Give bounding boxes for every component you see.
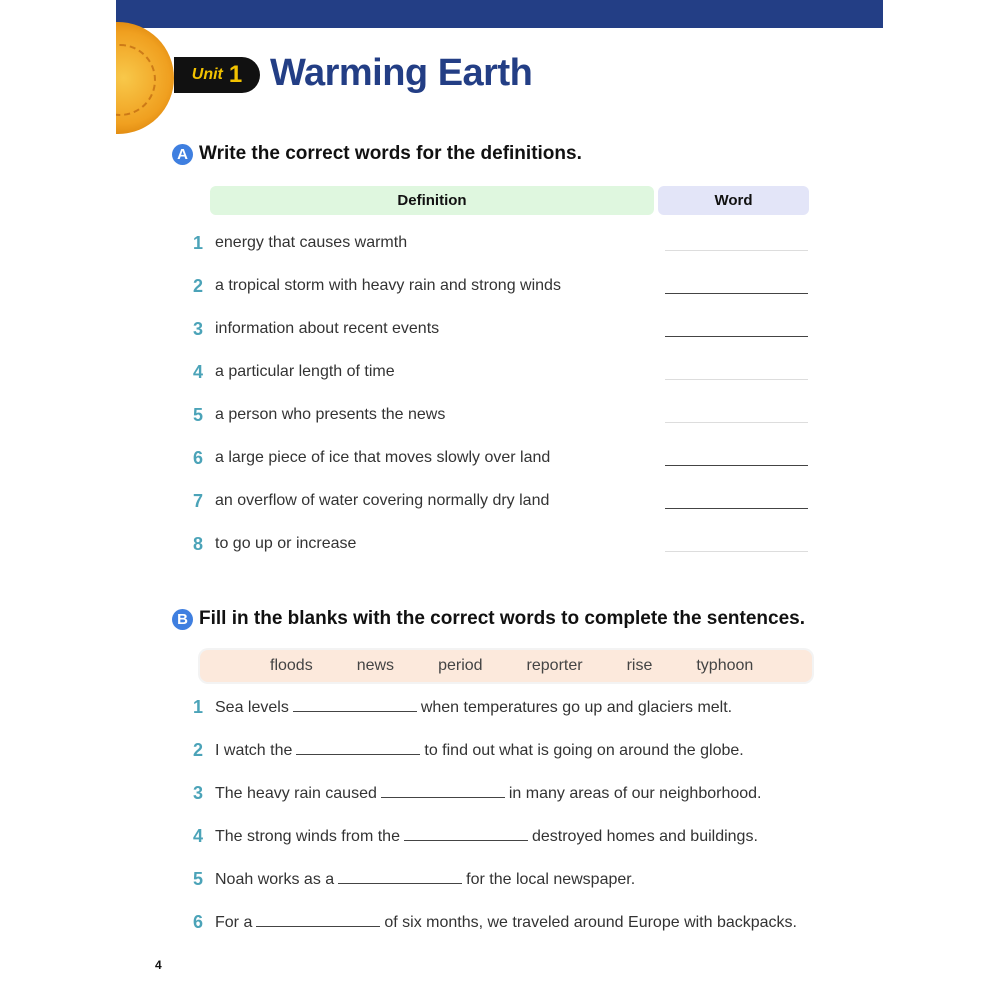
word-bank <box>200 650 812 682</box>
item-number: 3 <box>193 782 204 803</box>
word-bank-item: typhoon <box>696 657 754 674</box>
item-number: 4 <box>193 361 204 382</box>
definition-row <box>193 404 445 426</box>
definition-row <box>193 490 549 512</box>
item-number: 6 <box>193 911 204 932</box>
definition-text: information about recent events <box>215 320 440 337</box>
definition-row <box>193 318 439 340</box>
word-bank-item: rise <box>626 657 653 674</box>
answer-line[interactable] <box>665 250 808 251</box>
unit-label <box>174 57 260 93</box>
definition-row <box>193 361 395 383</box>
sentence-start: Sea levels <box>215 699 289 716</box>
fill-blank[interactable] <box>338 869 462 884</box>
sentence-row <box>193 868 635 890</box>
top-banner <box>116 0 883 28</box>
sentence-end: destroyed homes and buildings. <box>531 828 758 845</box>
item-number: 6 <box>193 447 204 468</box>
sentence-start: For a <box>215 914 253 931</box>
fill-blank[interactable] <box>381 783 505 798</box>
word-column-header: Word <box>658 186 809 215</box>
unit-word: Unit <box>191 66 223 83</box>
definition-row <box>193 533 356 555</box>
answer-line[interactable] <box>665 293 808 294</box>
answer-line[interactable] <box>665 465 808 466</box>
section-a-letter: A <box>172 144 193 165</box>
sentence-end: for the local newspaper. <box>466 871 636 888</box>
fill-blank[interactable] <box>293 697 417 712</box>
fill-blank[interactable] <box>256 912 380 927</box>
item-number: 3 <box>193 318 204 339</box>
sentence-start: The strong winds from the <box>215 828 400 845</box>
sentence-row <box>193 696 732 718</box>
definition-row <box>193 447 550 469</box>
definition-text: a large piece of ice that moves slowly over land <box>215 449 551 466</box>
item-number: 5 <box>193 404 204 425</box>
section-a-heading <box>172 143 582 165</box>
definition-row <box>193 275 561 297</box>
sentence-row <box>193 825 758 847</box>
sentence-row <box>193 911 797 933</box>
sentence-start: I watch the <box>215 742 293 759</box>
sentence-end: when temperatures go up and glaciers melt. <box>420 699 733 716</box>
page-title: Warming Earth <box>270 52 533 94</box>
sentence-end: in many areas of our neighborhood. <box>508 785 762 802</box>
section-b-letter: B <box>172 609 193 630</box>
sentence-row <box>193 782 761 804</box>
answer-line[interactable] <box>665 508 808 509</box>
item-number: 1 <box>193 696 204 717</box>
definition-column-header: Definition <box>210 186 654 215</box>
definition-text: a particular length of time <box>215 363 395 380</box>
page-number: 4 <box>155 958 162 972</box>
answer-line[interactable] <box>665 336 808 337</box>
sentence-row <box>193 739 744 761</box>
sentence-start: Noah works as a <box>215 871 335 888</box>
item-number: 8 <box>193 533 204 554</box>
word-bank-item: period <box>438 657 483 674</box>
answer-line[interactable] <box>665 551 808 552</box>
word-bank-item: reporter <box>526 657 583 674</box>
definition-text: an overflow of water covering normally dry land <box>215 492 550 509</box>
definition-text: a tropical storm with heavy rain and strong winds <box>215 277 561 294</box>
word-bank-item: news <box>356 657 395 674</box>
answer-line[interactable] <box>665 379 808 380</box>
item-number: 2 <box>193 275 204 296</box>
fill-blank[interactable] <box>296 740 420 755</box>
definition-text: a person who presents the news <box>215 406 446 423</box>
item-number: 7 <box>193 490 204 511</box>
item-number: 4 <box>193 825 204 846</box>
section-b-heading <box>172 608 805 630</box>
definition-row <box>193 232 407 254</box>
section-b-instruction: Fill in the blanks with the correct words to complete the sentences. <box>199 608 806 629</box>
word-bank-item: floods <box>270 657 313 674</box>
definition-text: to go up or increase <box>215 535 357 552</box>
sentence-end: of six months, we traveled around Europe with backpacks. <box>384 914 797 931</box>
fill-blank[interactable] <box>404 826 528 841</box>
definition-text: energy that causes warmth <box>215 234 408 251</box>
section-a-instruction: Write the correct words for the definitions. <box>199 143 582 164</box>
item-number: 1 <box>193 232 204 253</box>
sentence-start: The heavy rain caused <box>215 785 377 802</box>
unit-number: 1 <box>228 61 243 88</box>
answer-line[interactable] <box>665 422 808 423</box>
item-number: 5 <box>193 868 204 889</box>
sentence-end: to find out what is going on around the globe. <box>424 742 744 759</box>
item-number: 2 <box>193 739 204 760</box>
